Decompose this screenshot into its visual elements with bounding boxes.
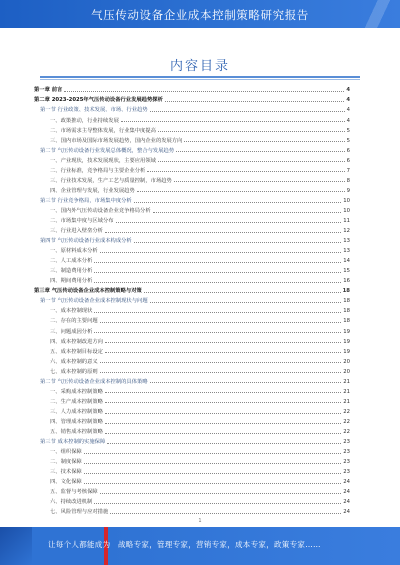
toc-leader-dots [121, 120, 345, 122]
toc-leader-dots [94, 311, 341, 313]
toc-entry[interactable] [34, 146, 350, 156]
toc-leader-dots [84, 472, 341, 474]
toc-entry-label: 三、问题成因分析 [50, 328, 93, 335]
toc-entry[interactable] [34, 458, 350, 468]
toc-leader-dots [150, 301, 342, 303]
toc-entry-label: 三、行业进入壁垒分析 [50, 228, 103, 235]
toc-entry-label: 第一节 气压传动设备企业成本控制现状与问题 [40, 298, 148, 305]
toc-entry[interactable] [34, 287, 350, 297]
toc-leader-dots [116, 221, 342, 223]
toc-entry[interactable] [34, 136, 350, 146]
toc-entry-page: 23 [343, 439, 350, 446]
toc-entry-page: 6 [346, 147, 350, 154]
toc-leader-dots [184, 140, 344, 142]
toc-leader-dots [105, 341, 341, 343]
toc-entry-page: 19 [343, 348, 350, 355]
toc-leader-dots [94, 261, 341, 263]
toc-entry-label: 七、成本控制的原则 [50, 368, 98, 375]
toc-entry-label: 第三节 行业竞争格局，市场集中度分析 [40, 197, 132, 204]
header-decoration [350, 0, 400, 28]
toc-entry[interactable] [34, 508, 350, 518]
toc-entry-page: 8 [346, 177, 350, 184]
toc-entry-page: 13 [343, 238, 350, 245]
toc-entry-label: 五、成本控制目标设定 [50, 348, 103, 355]
toc-entry-label: 一、政策推动，行业持续发展 [50, 117, 119, 124]
toc-leader-dots [134, 241, 342, 243]
toc-entry-page: 22 [343, 408, 350, 415]
report-title: 气压传动设备企业成本控制策略研究报告 [91, 8, 309, 22]
toc-entry-page: 4 [346, 97, 350, 104]
toc-entry-label: 四、管理成本控制策略 [50, 418, 103, 425]
toc-entry[interactable] [34, 387, 350, 397]
toc-entry-label: 一、产业现状，技术发展现状，主要应用领域 [50, 157, 156, 164]
toc-entry-page: 4 [346, 107, 350, 114]
toc-entry-page: 18 [343, 298, 350, 305]
toc-entry-page: 4 [346, 117, 350, 124]
toc-entry-page: 18 [343, 318, 350, 325]
toc-divider-thin [40, 79, 360, 80]
toc-entry[interactable] [34, 186, 350, 196]
toc-leader-dots [105, 231, 341, 233]
toc-entry-page: 7 [346, 167, 350, 174]
toc-entry[interactable] [34, 347, 350, 357]
toc-entry[interactable] [34, 217, 350, 227]
toc-entry[interactable] [34, 498, 350, 508]
toc-entry-label: 三、制造费用分析 [50, 268, 93, 275]
toc-entry[interactable] [34, 116, 350, 126]
toc-entry-page: 19 [343, 338, 350, 345]
toc-entry[interactable] [34, 377, 350, 387]
toc-leader-dots [137, 190, 345, 192]
toc-entry-label: 二、制度保障 [50, 459, 82, 466]
toc-heading: 内容目录 [169, 59, 230, 74]
toc-entry[interactable] [34, 126, 350, 136]
toc-entry-label: 四、企业管理与发展，行业发展趋势 [50, 187, 135, 194]
toc-entry[interactable] [34, 327, 350, 337]
toc-entry[interactable] [34, 267, 350, 277]
toc-entry[interactable] [34, 96, 350, 106]
toc-entry-label: 五、监督与考核保障 [50, 489, 98, 496]
toc-leader-dots [165, 100, 344, 102]
toc-entry[interactable] [34, 448, 350, 458]
toc-entry-label: 第三节 成本控制的实施保障 [40, 439, 106, 446]
toc-entry[interactable] [34, 418, 350, 428]
toc-entry-page: 24 [343, 489, 350, 496]
toc-entry[interactable] [34, 428, 350, 438]
toc-entry-page: 21 [343, 398, 350, 405]
toc-entry-page: 10 [343, 207, 350, 214]
toc-entry-page: 15 [343, 268, 350, 275]
toc-entry-page: 20 [343, 358, 350, 365]
toc-entry-label: 七、风险管理与应对措施 [50, 509, 109, 516]
toc-leader-dots [100, 321, 342, 323]
toc-entry-label: 第四节 气压传动设备行业成本构成分析 [40, 238, 132, 245]
toc-entry[interactable] [34, 438, 350, 448]
toc-leader-dots [158, 160, 345, 162]
footer-tagline: 战略专家，管理专家，营销专家，成本专家，政策专家…… [118, 540, 321, 549]
toc-leader-dots [94, 502, 341, 504]
toc-entry-page: 23 [343, 469, 350, 476]
toc-leader-dots [158, 130, 345, 132]
toc-leader-dots [94, 281, 341, 283]
toc-entry-page: 4 [346, 87, 350, 94]
toc-entry[interactable] [34, 106, 350, 116]
toc-entry-label: 第三章 气压传动设备企业成本控制策略与对策 [34, 288, 142, 295]
toc-entry-page: 24 [343, 499, 350, 506]
toc-entry[interactable] [34, 247, 350, 257]
toc-leader-dots [100, 371, 342, 373]
toc-entry-page: 10 [343, 197, 350, 204]
toc-entry-label: 二、生产成本控制策略 [50, 398, 103, 405]
toc-entry-label: 一、组织保障 [50, 449, 82, 456]
toc-entry[interactable] [34, 257, 350, 267]
toc-leader-dots [107, 442, 341, 444]
toc-divider [40, 76, 360, 78]
toc-entry[interactable] [34, 468, 350, 478]
toc-leader-dots [153, 211, 342, 213]
toc-entry-label: 一、原材料成本分析 [50, 248, 98, 255]
toc-entry[interactable] [34, 176, 350, 186]
toc-leader-dots [84, 452, 341, 454]
toc-entry-page: 13 [343, 248, 350, 255]
toc-entry[interactable] [34, 317, 350, 327]
toc-entry-page: 21 [343, 378, 350, 385]
toc-entry-page: 14 [343, 258, 350, 265]
toc-entry-label: 二、市场集中度与区域分布 [50, 217, 114, 224]
toc-leader-dots [150, 110, 345, 112]
toc-entry[interactable] [34, 156, 350, 166]
toc-entry-label: 二、市场需求主导整体发展，行业集中度提高 [50, 127, 156, 134]
toc-entry[interactable] [34, 307, 350, 317]
toc-entry[interactable] [34, 488, 350, 498]
toc-entry-page: 5 [346, 137, 350, 144]
toc-entry[interactable] [34, 166, 350, 176]
toc-leader-dots [110, 512, 341, 514]
page-footer [0, 527, 400, 565]
toc-entry-page: 20 [343, 368, 350, 375]
toc-leader-dots [100, 361, 342, 363]
toc-leader-dots [134, 201, 342, 203]
toc-entry-label: 三、国内市场及国际市场发展趋势，国内企业的发展方向 [50, 137, 183, 144]
toc-entry-page: 9 [346, 187, 350, 194]
toc-entry[interactable] [34, 207, 350, 217]
toc-entry[interactable] [34, 408, 350, 418]
toc-entry-page: 24 [343, 509, 350, 516]
toc-entry-label: 第二章 2023-2025年气压传动设备行业发展趋势探析 [34, 97, 163, 104]
toc-entry-label: 第二节 气压传动设备行业发展总体概况，整合与发展趋势 [40, 147, 175, 154]
toc-entry-label: 三、人力成本控制策略 [50, 408, 103, 415]
toc-leader-dots [174, 180, 345, 182]
toc-entry-page: 19 [343, 328, 350, 335]
toc-leader-dots [100, 251, 342, 253]
toc-leader-dots [147, 170, 344, 172]
toc-entry-label: 四、成本控制改进方向 [50, 338, 103, 345]
toc-leader-dots [105, 412, 341, 414]
toc-leader-dots [105, 422, 341, 424]
toc-entry-label: 第二节 气压传动设备企业成本控制的具体策略 [40, 378, 148, 385]
toc-leader-dots [105, 391, 341, 393]
toc-entry-label: 四、文化保障 [50, 479, 82, 486]
toc-entry[interactable] [34, 337, 350, 347]
table-of-contents [34, 86, 350, 518]
toc-entry-label: 三、技术保障 [50, 469, 82, 476]
toc-entry-label: 六、持续改进机制 [50, 499, 93, 506]
toc-entry-page: 21 [343, 388, 350, 395]
footer-accent [0, 527, 32, 565]
toc-leader-dots [105, 351, 341, 353]
toc-entry-page: 24 [343, 479, 350, 486]
toc-entry[interactable] [34, 237, 350, 247]
toc-entry-page: 18 [342, 288, 350, 295]
toc-entry-label: 二、存在的主要问题 [50, 318, 98, 325]
toc-leader-dots [64, 90, 344, 92]
toc-entry-page: 23 [343, 459, 350, 466]
page-header [0, 0, 400, 28]
toc-entry-page: 18 [343, 308, 350, 315]
toc-entry-page: 6 [346, 157, 350, 164]
toc-entry-label: 一、采购成本控制策略 [50, 388, 103, 395]
page-number: 1 [198, 518, 202, 524]
toc-entry-page: 11 [343, 217, 350, 224]
toc-leader-dots [94, 331, 341, 333]
toc-leader-dots [100, 492, 342, 494]
toc-entry[interactable] [34, 367, 350, 377]
toc-entry-page: 5 [346, 127, 350, 134]
toc-entry[interactable] [34, 227, 350, 237]
toc-leader-dots [144, 291, 341, 293]
toc-entry-label: 二、行业标准，竞争格局与主要企业分析 [50, 167, 146, 174]
toc-leader-dots [94, 271, 341, 273]
toc-leader-dots [105, 401, 341, 403]
toc-entry-page: 22 [343, 418, 350, 425]
toc-entry-label: 一、成本控制现状 [50, 308, 93, 315]
toc-leader-dots [84, 462, 341, 464]
toc-entry[interactable] [34, 478, 350, 488]
toc-entry[interactable] [34, 297, 350, 307]
toc-entry[interactable] [34, 277, 350, 287]
toc-entry-label: 第一节 行业政策、技术发展、市场、行业趋势 [40, 107, 148, 114]
toc-entry[interactable] [34, 357, 350, 367]
toc-entry[interactable] [34, 197, 350, 207]
toc-entry-label: 六、成本控制的意义 [50, 358, 98, 365]
toc-leader-dots [84, 482, 341, 484]
toc-entry-page: 22 [343, 428, 350, 435]
toc-entry-label: 二、人工成本分析 [50, 258, 93, 265]
toc-entry[interactable] [34, 397, 350, 407]
toc-entry-page: 23 [343, 449, 350, 456]
toc-entry-page: 16 [343, 278, 350, 285]
footer-slogan: 让每个人都能成为 [48, 540, 111, 549]
toc-entry-label: 第一章 前言 [34, 87, 63, 94]
toc-entry[interactable] [34, 86, 350, 96]
toc-entry-page: 12 [343, 228, 350, 235]
toc-leader-dots [150, 381, 342, 383]
toc-leader-dots [176, 150, 345, 152]
toc-entry-label: 三、行业技术发展，生产工艺与质量控制，市场趋势 [50, 177, 172, 184]
toc-entry-label: 一、国内外气压传动设备企业竞争格局分析 [50, 207, 151, 214]
toc-entry-label: 五、销售成本控制策略 [50, 428, 103, 435]
toc-leader-dots [105, 432, 341, 434]
toc-entry-label: 四、期间费用分析 [50, 278, 93, 285]
